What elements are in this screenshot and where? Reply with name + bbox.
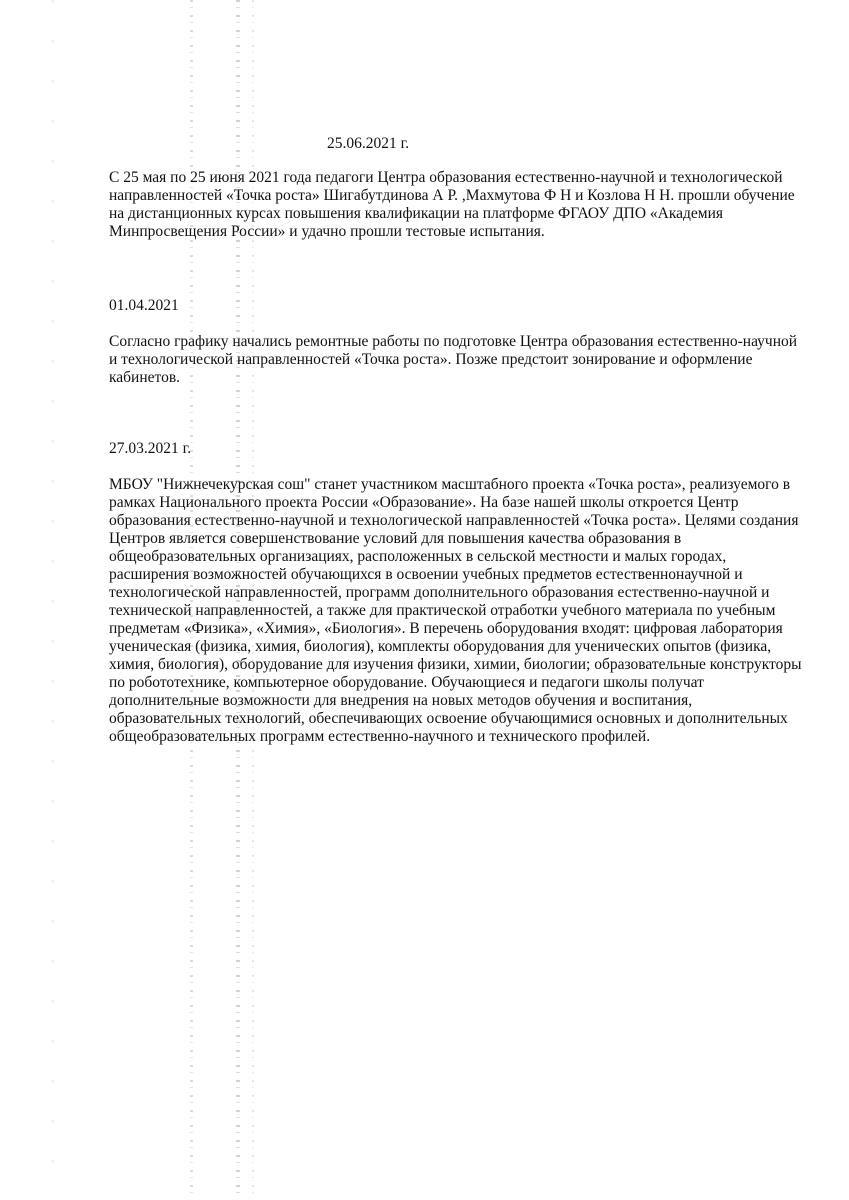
text-line: общеобразовательных организациях, расположенных в сельской местности и малых городах, bbox=[109, 548, 727, 565]
entry-text-1 bbox=[109, 169, 819, 241]
text-line: кабинетов. bbox=[109, 369, 181, 386]
text-line: рамках Национального проекта России «Образование». На базе нашей школы откроется Центр bbox=[109, 494, 739, 511]
text-line: общеобразовательных программ естественно-научного и технического профилей. bbox=[109, 728, 651, 745]
text-line: С 25 мая по 25 июня 2021 года педагоги Центра образования естественно-научной и технологической bbox=[109, 169, 783, 186]
entry-date-1: 25.06.2021 г. bbox=[327, 135, 410, 152]
text-line: на дистанционных курсах повышения квалификации на платформе ФГАОУ ДПО «Академия bbox=[109, 205, 724, 222]
text-line: образования естественно-научной и технологической направленностей «Точка роста». Целями создания bbox=[109, 512, 799, 529]
entry-date-2: 01.04.2021 bbox=[109, 297, 179, 314]
text-line: технологической направленностей, программ дополнительного образования естественно-научной и bbox=[109, 584, 770, 601]
text-line: технической направленностей, а также для практической отработки учебного материала по учебным bbox=[109, 602, 776, 619]
scan-edge-artifact bbox=[52, 0, 54, 1200]
text-line: дополнительные возможности для внедрения на новых методов обучения и воспитания, bbox=[109, 692, 693, 709]
text-line: образовательных технологий, обеспечивающих освоение обучающимися основных и дополнительных bbox=[109, 710, 788, 727]
text-line: Минпросвещения России» и удачно прошли тестовые испытания. bbox=[109, 223, 545, 240]
entry-date-3: 27.03.2021 г. bbox=[109, 440, 192, 457]
text-line: МБОУ "Нижнечекурская сош" станет участником масштабного проекта «Точка роста», реализуемого в bbox=[109, 476, 791, 493]
text-line: по робототехнике, компьютерное оборудование. Обучающиеся и педагоги школы получат bbox=[109, 674, 704, 691]
entry-text-2 bbox=[109, 333, 819, 387]
text-line: направленностей «Точка роста» Шигабутдинова А Р. ,Махмутова Ф Н и Козлова Н Н. прошли обучение bbox=[109, 187, 795, 204]
text-line: Центров является совершенствование условий для повышения качества образования в bbox=[109, 530, 682, 547]
text-line: Согласно графику начались ремонтные работы по подготовке Центра образования естественно-научной bbox=[109, 333, 798, 350]
text-line: предметам «Физика», «Химия», «Биология». В перечень оборудования входят: цифровая лаборатория bbox=[109, 620, 783, 637]
text-line: химия, биология), оборудование для изучения физики, химии, биологии; образовательные конструкторы bbox=[109, 656, 802, 673]
text-line: расширения возможностей обучающихся в освоении учебных предметов естественнонаучной и bbox=[109, 566, 743, 583]
text-line: ученическая (физика, химия, биология), комплекты оборудования для ученических опытов (физика, bbox=[109, 638, 772, 655]
text-line: и технологической направленностей «Точка роста». Позже предстоит зонирование и оформление bbox=[109, 351, 753, 368]
entry-text-3 bbox=[109, 476, 819, 746]
